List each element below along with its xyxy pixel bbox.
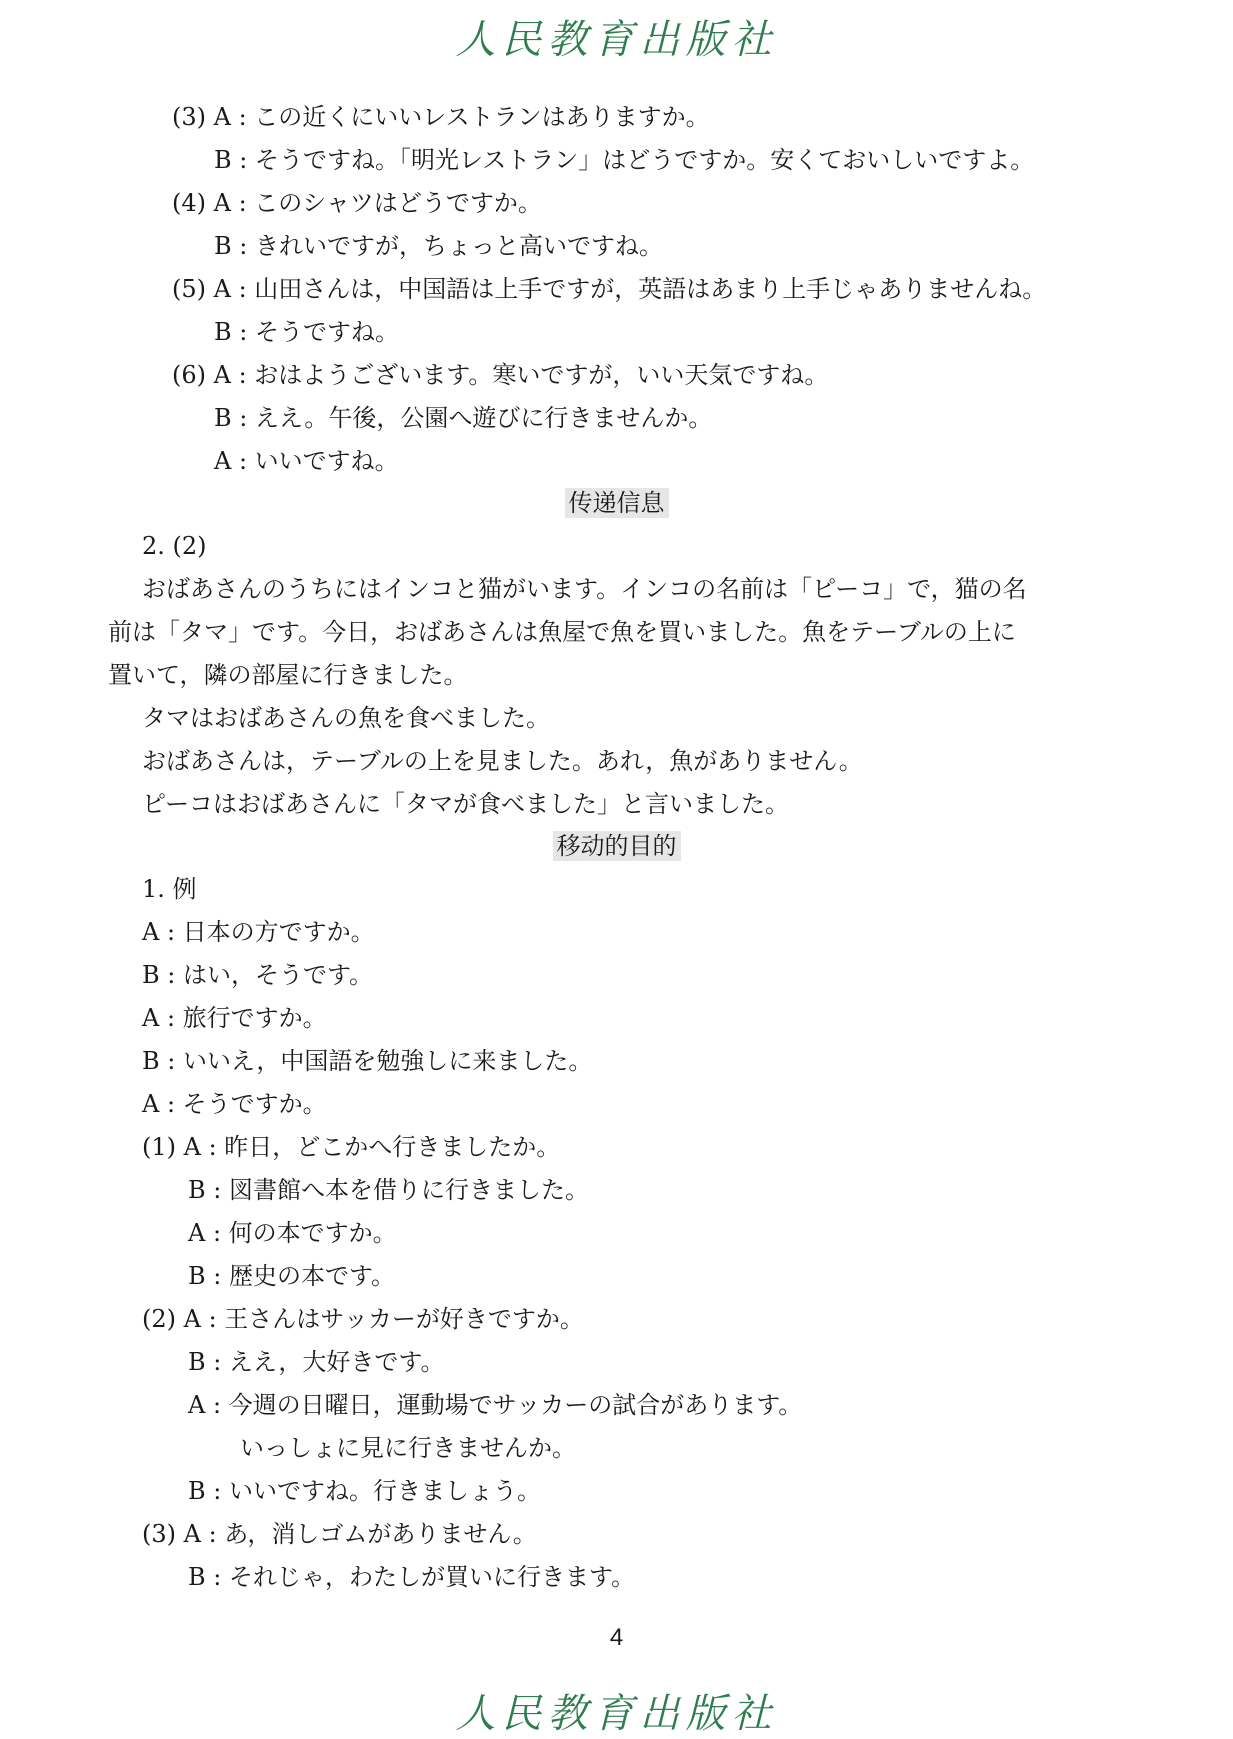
dialog-line: B : 歴史の本です。 <box>188 1262 396 1290</box>
dialog-line: B : 図書館へ本を借りに行きました。 <box>188 1176 589 1204</box>
dialog-line: B : ええ，大好きです。 <box>188 1348 445 1376</box>
paragraph-line: おばあさんのうちにはインコと猫がいます。インコの名前は「ピーコ」で，猫の名 <box>142 575 1027 603</box>
publisher-logo-text: 人民教育出版社 <box>455 17 778 63</box>
dialog-line: B : それじゃ，わたしが買いに行きます。 <box>188 1563 636 1591</box>
exercise-number: 1. 例 <box>142 875 197 903</box>
dialog-line: A : そうですか。 <box>142 1090 327 1118</box>
paragraph-line: 前は「タマ」です。今日，おばあさんは魚屋で魚を買いました。魚をテーブルの上に <box>108 618 1016 646</box>
publisher-logo-text: 人民教育出版社 <box>455 1691 778 1737</box>
dialog-line: A : いいですね。 <box>214 447 399 475</box>
dialog-line: (1) A : 昨日，どこかへ行きましたか。 <box>142 1133 561 1161</box>
dialog-line: いっしょに見に行きませんか。 <box>240 1434 576 1462</box>
section-heading-text: 传递信息 <box>565 488 669 518</box>
section-heading-text: 移动的目的 <box>553 831 681 861</box>
dialog-line: (2) A : 王さんはサッカーが好きですか。 <box>142 1305 584 1333</box>
dialog-line: (3) A : この近くにいいレストランはありますか。 <box>172 103 710 131</box>
paragraph-line: 置いて，隣の部屋に行きました。 <box>108 661 468 689</box>
dialog-line: A : 何の本ですか。 <box>188 1219 397 1247</box>
publisher-logo-footer <box>0 1682 1233 1739</box>
dialog-line: A : 旅行ですか。 <box>142 1004 327 1032</box>
dialog-line: A : 日本の方ですか。 <box>142 918 375 946</box>
dialog-line: B : そうですね。「明光レストラン」はどうですか。安くておいしいですよ。 <box>214 146 1035 174</box>
page-number: 4 <box>609 1624 624 1651</box>
dialog-line: B : ええ。午後，公園へ遊びに行きませんか。 <box>214 404 713 432</box>
paragraph-line: おばあさんは，テーブルの上を見ました。あれ，魚がありません。 <box>142 747 863 775</box>
dialog-line: B : きれいですが，ちょっと高いですね。 <box>214 232 663 260</box>
dialog-line: B : はい，そうです。 <box>142 961 374 989</box>
section-heading <box>0 488 1233 518</box>
dialog-line: B : そうですね。 <box>214 318 399 346</box>
dialog-line: A : 今週の日曜日，運動場でサッカーの試合があります。 <box>188 1391 803 1419</box>
dialog-line: (5) A : 山田さんは，中国語は上手ですが，英語はあまり上手じゃありませんね。 <box>172 275 1047 303</box>
paragraph-line: タマはおばあさんの魚を食べました。 <box>142 704 550 732</box>
dialog-line: (3) A : あ，消しゴムがありません。 <box>142 1520 537 1548</box>
dialog-line: B : いいえ，中国語を勉強しに来ました。 <box>142 1047 593 1075</box>
dialog-line: (6) A : おはようございます。寒いですが，いい天気ですね。 <box>172 361 829 389</box>
exercise-number: 2. (2) <box>142 532 207 560</box>
publisher-logo-header <box>0 8 1233 65</box>
dialog-line: (4) A : このシャツはどうですか。 <box>172 189 542 217</box>
dialog-line: B : いいですね。行きましょう。 <box>188 1477 541 1505</box>
section-heading <box>0 831 1233 861</box>
paragraph-line: ピーコはおばあさんに「タマが食べました」と言いました。 <box>142 790 790 818</box>
